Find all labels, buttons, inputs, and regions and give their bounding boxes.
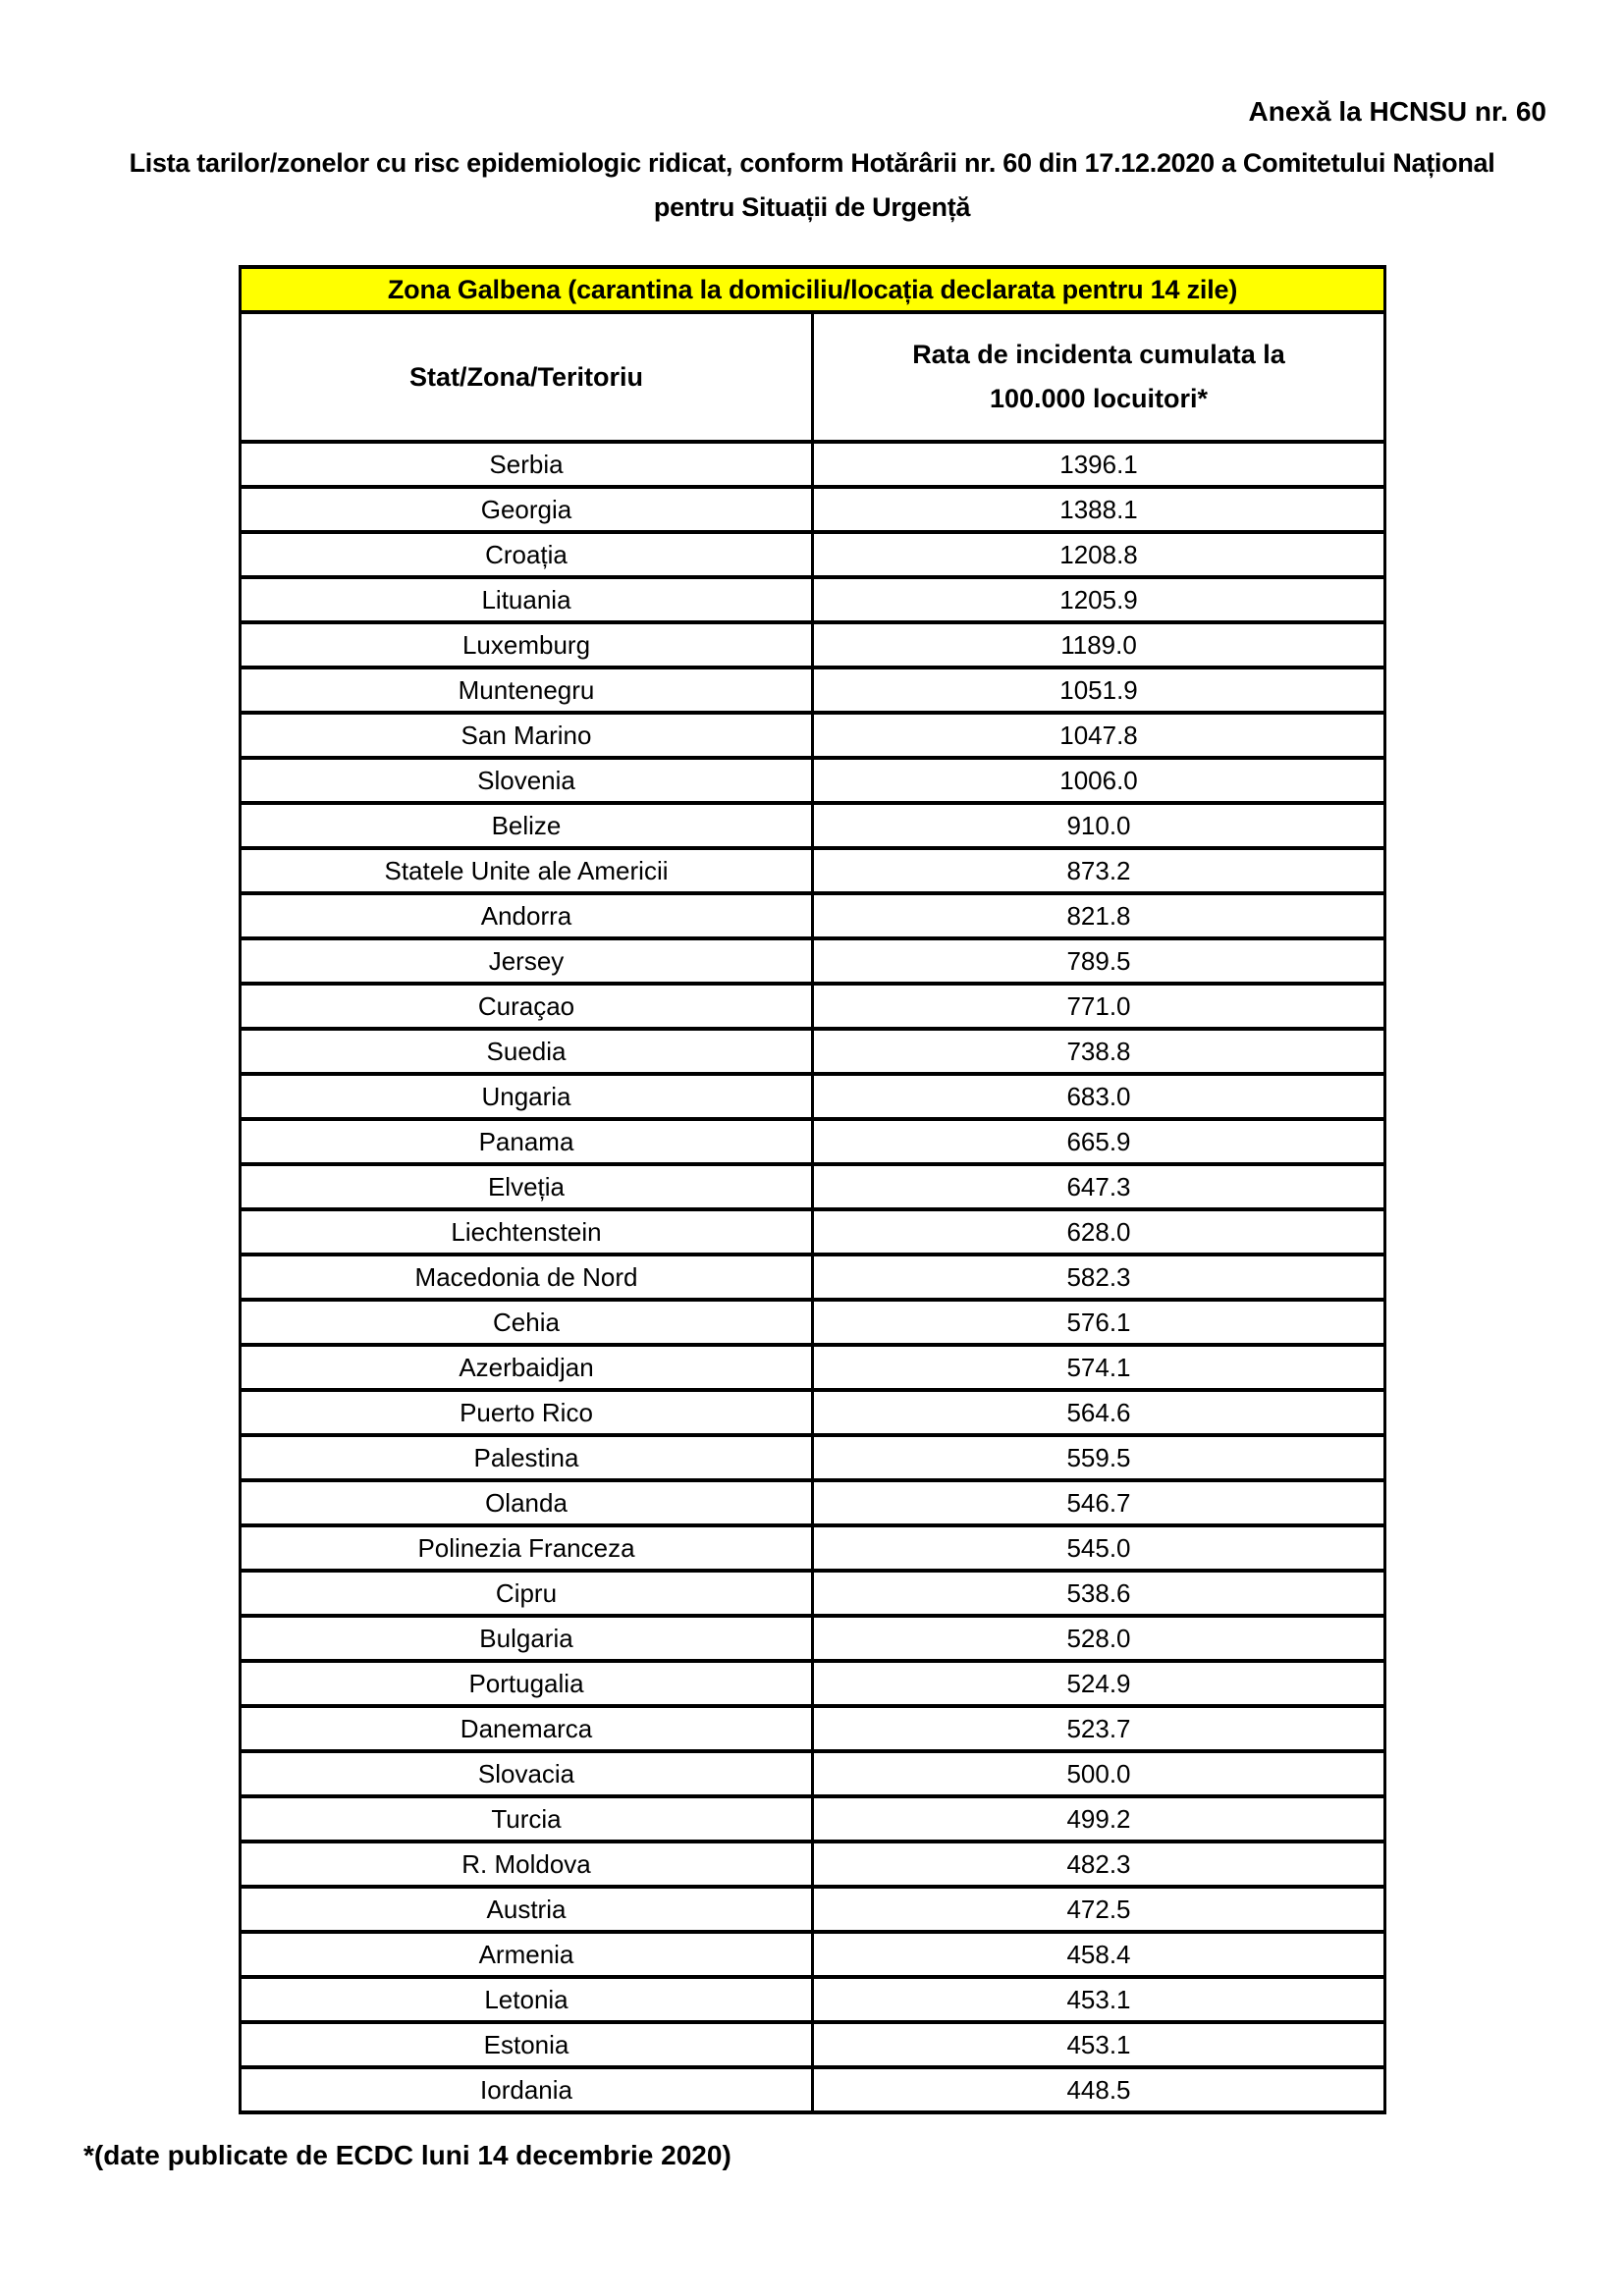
- rate-cell: 538.6: [813, 1571, 1385, 1616]
- rate-cell: 738.8: [813, 1029, 1385, 1074]
- country-cell: Georgia: [241, 487, 813, 532]
- rate-cell: 771.0: [813, 984, 1385, 1029]
- document-title-line-2: pentru Situații de Urgență: [653, 192, 971, 222]
- country-cell: Slovenia: [241, 758, 813, 803]
- table-row: [241, 1209, 1385, 1255]
- table-row: [241, 1932, 1385, 1977]
- table-row: [241, 2067, 1385, 2112]
- rate-cell: 665.9: [813, 1119, 1385, 1164]
- country-cell: Palestina: [241, 1435, 813, 1480]
- rate-cell: 1006.0: [813, 758, 1385, 803]
- table-row: [241, 758, 1385, 803]
- rate-cell: 559.5: [813, 1435, 1385, 1480]
- risk-table-head: [241, 267, 1385, 442]
- country-cell: Austria: [241, 1887, 813, 1932]
- column-header-rate-line-1: Rata de incidenta cumulata la: [912, 340, 1285, 369]
- rate-cell: 1208.8: [813, 532, 1385, 577]
- zone-header: Zona Galbena (carantina la domiciliu/locația declarata pentru 14 zile): [241, 267, 1385, 312]
- rate-cell: 582.3: [813, 1255, 1385, 1300]
- table-row: [241, 1661, 1385, 1706]
- table-row: [241, 532, 1385, 577]
- table-row: [241, 848, 1385, 893]
- country-cell: Muntenegru: [241, 667, 813, 713]
- table-row: [241, 713, 1385, 758]
- rate-cell: 821.8: [813, 893, 1385, 938]
- country-cell: Macedonia de Nord: [241, 1255, 813, 1300]
- column-header-row: [241, 312, 1385, 442]
- country-cell: Andorra: [241, 893, 813, 938]
- country-cell: Danemarca: [241, 1706, 813, 1751]
- table-row: [241, 1706, 1385, 1751]
- country-cell: Croația: [241, 532, 813, 577]
- rate-cell: 1388.1: [813, 487, 1385, 532]
- table-row: [241, 577, 1385, 622]
- country-cell: Azerbaidjan: [241, 1345, 813, 1390]
- column-header-rate-line-2: 100.000 locuitori*: [989, 384, 1209, 413]
- table-row: [241, 1164, 1385, 1209]
- table-row: [241, 1616, 1385, 1661]
- rate-cell: 453.1: [813, 2022, 1385, 2067]
- country-cell: Estonia: [241, 2022, 813, 2067]
- country-cell: Polinezia Franceza: [241, 1525, 813, 1571]
- country-cell: Letonia: [241, 1977, 813, 2022]
- table-row: [241, 893, 1385, 938]
- rate-cell: 1396.1: [813, 442, 1385, 487]
- rate-cell: 647.3: [813, 1164, 1385, 1209]
- table-row: [241, 1887, 1385, 1932]
- rate-cell: 789.5: [813, 938, 1385, 984]
- country-cell: Jersey: [241, 938, 813, 984]
- country-cell: Turcia: [241, 1796, 813, 1842]
- table-row: [241, 1345, 1385, 1390]
- country-cell: Cehia: [241, 1300, 813, 1345]
- country-cell: Curaçao: [241, 984, 813, 1029]
- table-row: [241, 1390, 1385, 1435]
- table-row: [241, 1751, 1385, 1796]
- table-row: [241, 1435, 1385, 1480]
- country-cell: Panama: [241, 1119, 813, 1164]
- document-title-line-1: Lista tarilor/zonelor cu risc epidemiologic ridicat, conform Hotărârii nr. 60 din 17.12.2020 a Comitetului Național: [129, 148, 1495, 178]
- country-cell: Elveția: [241, 1164, 813, 1209]
- rate-cell: 564.6: [813, 1390, 1385, 1435]
- country-cell: Olanda: [241, 1480, 813, 1525]
- country-cell: Bulgaria: [241, 1616, 813, 1661]
- country-cell: Serbia: [241, 442, 813, 487]
- rate-cell: 545.0: [813, 1525, 1385, 1571]
- rate-cell: 472.5: [813, 1887, 1385, 1932]
- rate-cell: 499.2: [813, 1796, 1385, 1842]
- rate-cell: 1051.9: [813, 667, 1385, 713]
- table-row: [241, 1300, 1385, 1345]
- rate-cell: 683.0: [813, 1074, 1385, 1119]
- country-cell: Luxemburg: [241, 622, 813, 667]
- rate-cell: 1189.0: [813, 622, 1385, 667]
- rate-cell: 1047.8: [813, 713, 1385, 758]
- table-row: [241, 442, 1385, 487]
- document-title: [0, 141, 1624, 230]
- risk-table-body: [241, 442, 1385, 2112]
- country-cell: Armenia: [241, 1932, 813, 1977]
- country-cell: Suedia: [241, 1029, 813, 1074]
- table-row: [241, 1074, 1385, 1119]
- rate-cell: 500.0: [813, 1751, 1385, 1796]
- rate-cell: 628.0: [813, 1209, 1385, 1255]
- table-row: [241, 622, 1385, 667]
- country-cell: Slovacia: [241, 1751, 813, 1796]
- rate-cell: 458.4: [813, 1932, 1385, 1977]
- table-row: [241, 1977, 1385, 2022]
- table-row: [241, 1571, 1385, 1616]
- country-cell: R. Moldova: [241, 1842, 813, 1887]
- country-cell: Lituania: [241, 577, 813, 622]
- table-row: [241, 1842, 1385, 1887]
- country-cell: Liechtenstein: [241, 1209, 813, 1255]
- table-row: [241, 1480, 1385, 1525]
- rate-cell: 574.1: [813, 1345, 1385, 1390]
- country-cell: Statele Unite ale Americii: [241, 848, 813, 893]
- country-cell: Portugalia: [241, 1661, 813, 1706]
- rate-cell: 448.5: [813, 2067, 1385, 2112]
- table-row: [241, 1029, 1385, 1074]
- table-row: [241, 938, 1385, 984]
- table-row: [241, 667, 1385, 713]
- rate-cell: 482.3: [813, 1842, 1385, 1887]
- zone-header-row: [241, 267, 1385, 312]
- rate-cell: 1205.9: [813, 577, 1385, 622]
- rate-cell: 453.1: [813, 1977, 1385, 2022]
- rate-cell: 524.9: [813, 1661, 1385, 1706]
- table-row: [241, 487, 1385, 532]
- country-cell: San Marino: [241, 713, 813, 758]
- country-cell: Ungaria: [241, 1074, 813, 1119]
- table-row: [241, 1796, 1385, 1842]
- rate-cell: 546.7: [813, 1480, 1385, 1525]
- rate-cell: 523.7: [813, 1706, 1385, 1751]
- table-row: [241, 1525, 1385, 1571]
- risk-zone-table: [239, 265, 1386, 2114]
- table-row: [241, 803, 1385, 848]
- footnote: *(date publicate de ECDC luni 14 decembrie 2020): [83, 2140, 731, 2170]
- country-cell: Belize: [241, 803, 813, 848]
- rate-cell: 576.1: [813, 1300, 1385, 1345]
- table-row: [241, 2022, 1385, 2067]
- rate-cell: 910.0: [813, 803, 1385, 848]
- country-cell: Cipru: [241, 1571, 813, 1616]
- country-cell: Iordania: [241, 2067, 813, 2112]
- annex-label: Anexă la HCNSU nr. 60: [1248, 96, 1546, 127]
- table-row: [241, 1255, 1385, 1300]
- rate-cell: 873.2: [813, 848, 1385, 893]
- table-row: [241, 1119, 1385, 1164]
- rate-cell: 528.0: [813, 1616, 1385, 1661]
- country-cell: Puerto Rico: [241, 1390, 813, 1435]
- column-header-country: Stat/Zona/Teritoriu: [241, 312, 813, 442]
- column-header-rate: [813, 312, 1385, 442]
- table-row: [241, 984, 1385, 1029]
